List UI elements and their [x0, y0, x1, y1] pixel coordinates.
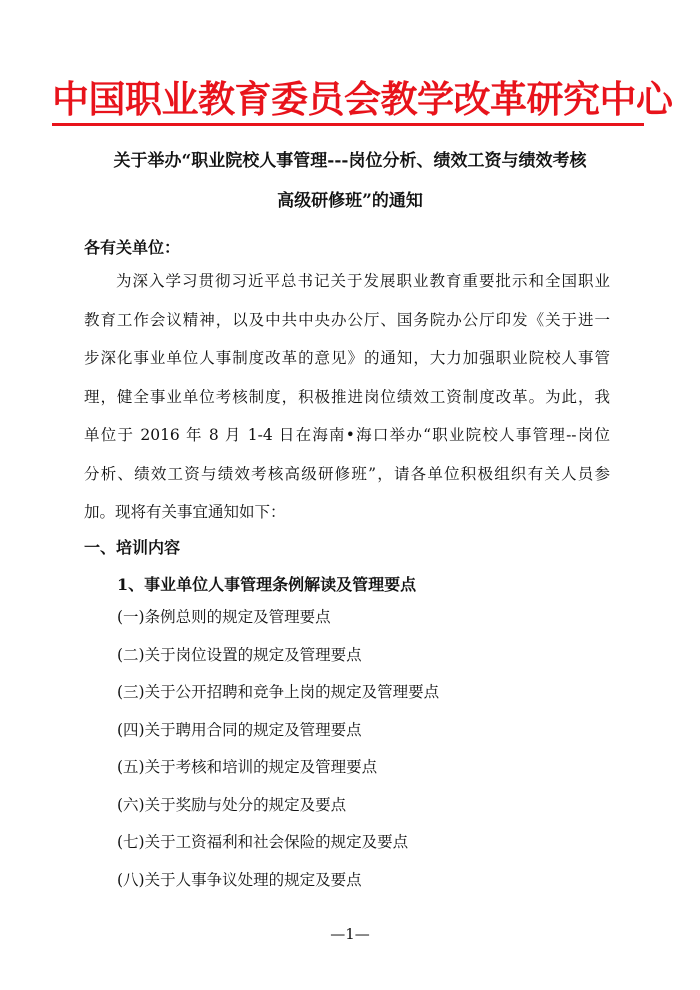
- body-line: 教育工作会议精神，以及中共中央办公厅、国务院办公厅印发《关于进一: [84, 310, 610, 329]
- list-item: (六)关于奖励与处分的规定及要点: [117, 795, 347, 814]
- body-paragraph: [84, 262, 610, 532]
- list-item: (二)关于岗位设置的规定及管理要点: [117, 645, 362, 664]
- header-divider: [52, 123, 644, 126]
- body-line: 步深化事业单位人事制度改革的意见》的通知，大力加强职业院校人事管: [84, 349, 610, 367]
- body-line: 理，健全事业单位考核制度，积极推进岗位绩效工资制度改革。为此，我: [84, 387, 610, 406]
- body-line: 为深入学习贯彻习近平总书记关于发展职业教育重要批示和全国职业: [116, 272, 610, 290]
- list-item: (四)关于聘用合同的规定及管理要点: [117, 720, 362, 739]
- subsection-heading: 1、事业单位人事管理条例解读及管理要点: [117, 575, 417, 594]
- item-list: [117, 606, 439, 906]
- document-title-line1: 关于举办“职业院校人事管理---岗位分析、绩效工资与绩效考核: [113, 151, 587, 171]
- salutation: 各有关单位：: [84, 238, 181, 257]
- list-item: (五)关于考核和培训的规定及管理要点: [117, 758, 378, 776]
- list-item: (八)关于人事争议处理的规定及要点: [117, 870, 362, 889]
- list-item: (三)关于公开招聘和竞争上岗的规定及管理要点: [117, 683, 440, 701]
- document-title-line2: 高级研修班”的通知: [277, 191, 423, 211]
- list-item: (七)关于工资福利和社会保险的规定及要点: [117, 833, 409, 851]
- body-line: 加。现将有关事宜通知如下：: [84, 503, 286, 521]
- body-line: 单位于 2016 年 8 月 1-4 日在海南•海口举办“职业院校人事管理--岗位: [84, 426, 610, 444]
- body-line: 分析、绩效工资与绩效考核高级研修班”，请各单位积极组织有关人员参: [84, 464, 610, 483]
- organization-header: 中国职业教育委员会教学改革研究中心: [52, 78, 673, 121]
- section-heading: 一、培训内容: [84, 538, 181, 557]
- list-item: (一)条例总则的规定及管理要点: [117, 608, 331, 626]
- page-number: —1—: [330, 925, 370, 943]
